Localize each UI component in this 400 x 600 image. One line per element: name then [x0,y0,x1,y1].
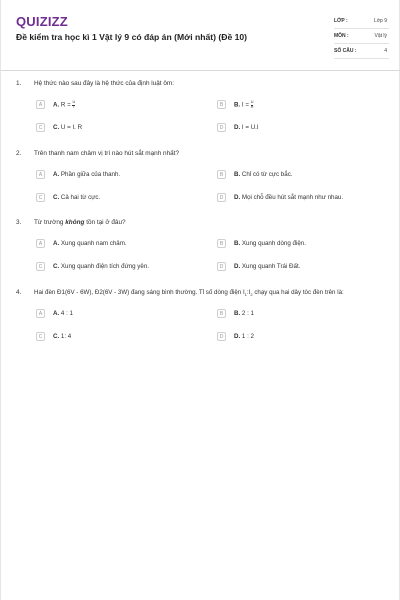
meta-count-value: 4 [384,48,387,54]
option-letter: C. [53,124,60,131]
option-letter: C. [53,333,60,340]
option-box[interactable]: D [217,123,226,132]
option-box[interactable]: B [217,309,226,318]
option-text: Xung quanh Trái Đất. [241,263,301,270]
page-title: Đề kiểm tra học kì 1 Vật lý 9 có đáp án (Mới nhất) (Đề 10) [16,32,248,42]
emphasis-text: không [65,219,85,226]
option-box[interactable]: C [36,123,45,132]
option-letter: B. [234,240,241,247]
option-box[interactable]: A [36,309,45,318]
option-letter: D. [234,263,241,270]
meta-subject-value: Vật lý [374,33,387,39]
option-text: Cả hai từ cực. [60,194,101,201]
option-letter: A. [53,310,60,317]
option-text: 2 : 1 [241,310,254,317]
option-box[interactable]: B [217,170,226,179]
option-text: I = U.I [241,124,259,131]
option-box[interactable]: C [36,332,45,341]
option-text: 1: 4 [60,333,72,340]
option-text: 1 : 2 [241,333,254,340]
option-letter: D. [234,333,241,340]
option-box[interactable]: D [217,262,226,271]
option-text: Xung quanh điện tích đứng yên. [60,263,150,270]
quizizz-logo: QUIZIZZ [16,14,68,29]
fraction: $\frac{U}{R}$ [250,100,254,109]
option-box[interactable]: A [36,239,45,248]
option-text: Xung quanh nam châm. [60,240,127,247]
question-number: 4. [16,289,22,296]
meta-subject-label: MÔN : [334,33,349,39]
question-number: 3. [16,219,22,226]
option-box[interactable]: C [36,262,45,271]
fraction: $\frac{U}{I}$ [72,100,76,109]
question-text: Từ trường không tồn tại ở đâu? [34,219,126,226]
meta-class-label: LỚP : [334,18,348,24]
option-text: Phần giữa của thanh. [60,171,121,178]
option-text: I = [241,101,249,109]
question-text: Trên thanh nam châm vị trí nào hút sắt mạnh nhất? [34,150,180,157]
option-letter: D. [234,124,241,131]
meta-class-row [334,14,389,29]
option-box[interactable]: C [36,193,45,202]
option-letter: B. [234,310,241,317]
question-number: 2. [16,150,22,157]
meta-count-row [334,44,389,59]
question-number: 1. [16,80,22,87]
option-text: U = I. R [60,124,83,131]
option-box[interactable]: A [36,170,45,179]
question-text: Hai đèn Đ1(6V - 6W), Đ2(6V - 3W) đang sáng bình thường. Tỉ số dòng điện $I_1:I_2$ chạy qua hai dây tóc đèn trên là: [34,289,344,298]
option-box[interactable]: A [36,100,45,109]
meta-count-label: SỐ CÂU : [334,48,357,54]
option-text: Chỉ có từ cực bắc. [241,171,293,178]
option-letter: C. [53,194,60,201]
option-letter: A. [53,240,60,247]
meta-class-value: Lớp 9 [373,18,387,24]
option-letter: A. [53,101,60,109]
option-letter: B. [234,101,241,109]
option-letter: D. [234,194,241,201]
worksheet-header [1,0,400,71]
option-text: Mọi chỗ đều hút sắt mạnh như nhau. [241,194,344,201]
option-box[interactable]: D [217,193,226,202]
option-box[interactable]: B [217,239,226,248]
option-letter: C. [53,263,60,270]
option-text: R = [60,101,71,109]
option-text: 4 : 1 [60,310,73,317]
option-box[interactable]: D [217,332,226,341]
meta-subject-row [334,29,389,44]
option-letter: B. [234,171,241,178]
option-letter: A. [53,171,60,178]
option-text: Xung quanh dòng điện. [241,240,306,247]
question-text: Hệ thức nào sau đây là hệ thức của định luật ôm: [34,80,175,87]
option-box[interactable]: B [217,100,226,109]
